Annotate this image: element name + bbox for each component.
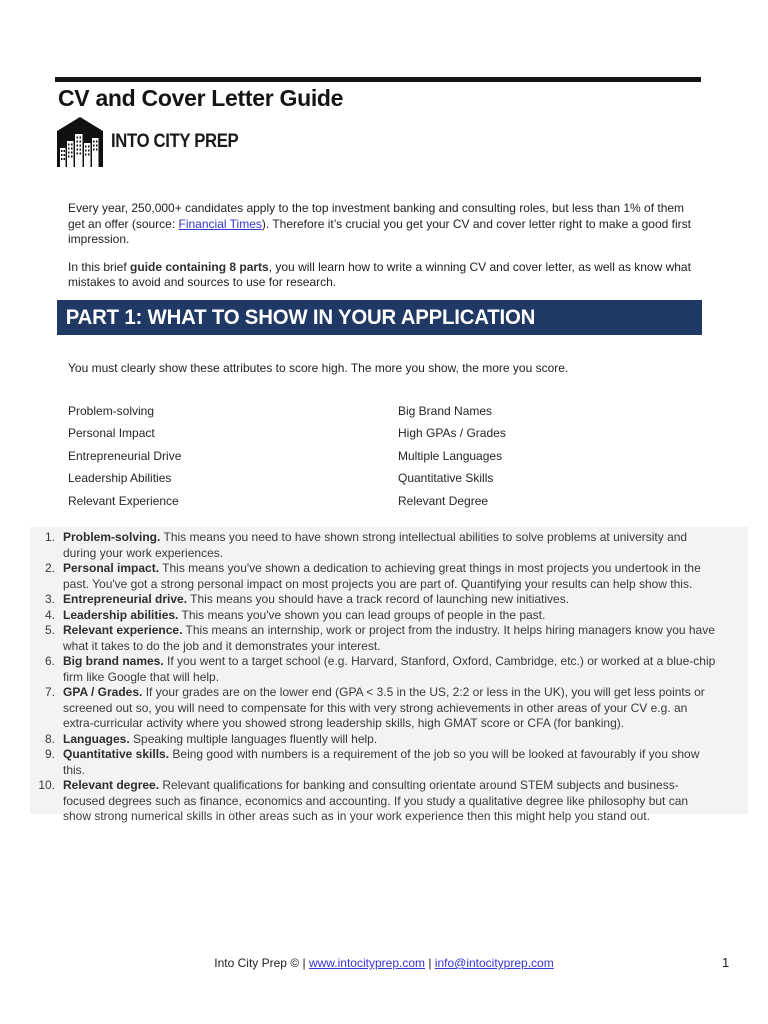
list-item bbox=[30, 732, 748, 748]
list-item-term: GPA / Grades. bbox=[63, 685, 143, 699]
list-item-term: Relevant degree. bbox=[63, 778, 160, 792]
attribute-item: Relevant Degree bbox=[398, 493, 489, 508]
list-item-number: 8. bbox=[44, 731, 55, 746]
attribute-item: Entrepreneurial Drive bbox=[68, 448, 182, 463]
list-item-term: Languages. bbox=[63, 731, 130, 746]
list-item bbox=[30, 592, 748, 608]
list-item-text: This means you should have a track record of launching new initiatives. bbox=[190, 592, 570, 606]
logo bbox=[57, 117, 256, 167]
page-number: 1 bbox=[722, 955, 730, 970]
intro-p2-bold: guide containing 8 parts bbox=[130, 259, 269, 274]
list-item-term: Entrepreneurial drive. bbox=[63, 592, 188, 606]
list-item bbox=[30, 654, 748, 685]
list-item-number: 9. bbox=[44, 747, 55, 761]
list-item-term: Problem-solving. bbox=[63, 530, 161, 544]
list-item bbox=[30, 530, 748, 561]
list-item-term: Leadership abilities. bbox=[63, 607, 179, 622]
footer-copyright: Into City Prep © | bbox=[214, 956, 309, 970]
intro-p1-text-after: ). Therefore it’s crucial you get your CV and cover letter right to make a good first impression. bbox=[68, 216, 691, 247]
list-item-number: 1. bbox=[44, 530, 55, 544]
part1-subtitle: You must clearly show these attributes to score high. The more you show, the more you score. bbox=[68, 361, 569, 375]
list-item-text: This means an internship, work or project from the industry. It helps hiring managers know you have what it takes to do the job and it demonstrates your interest. bbox=[63, 623, 715, 653]
attribute-item: High GPAs / Grades bbox=[398, 426, 506, 441]
list-item-text: This means you've shown a dedication to achieving great things in most projects you undertook in the past. You've got a strong personal impact on most projects you are part of. Quantifying your results can help show this. bbox=[63, 561, 701, 591]
list-item-text: This means you need to have shown strong intellectual abilities to solve problems at university and during your work experiences. bbox=[63, 530, 688, 560]
list-item-number: 7. bbox=[44, 685, 55, 699]
list-item-term: Quantitative skills. bbox=[63, 747, 170, 761]
list-item bbox=[30, 778, 748, 825]
city-buildings-icon bbox=[57, 117, 103, 167]
footer-email-link[interactable]: info@intocityprep.com bbox=[434, 956, 554, 970]
part1-heading-banner bbox=[57, 300, 702, 335]
part1-heading: PART 1: WHAT TO SHOW IN YOUR APPLICATION bbox=[65, 306, 536, 329]
list-item-text: This means you've shown you can lead groups of people in the past. bbox=[181, 607, 546, 622]
footer bbox=[0, 956, 768, 970]
intro-paragraph-2 bbox=[68, 260, 704, 291]
attribute-item: Multiple Languages bbox=[398, 448, 503, 463]
list-item bbox=[30, 561, 748, 592]
list-item bbox=[30, 608, 748, 624]
list-item-number: 5. bbox=[44, 623, 55, 637]
intro-p2-text-after: , you will learn how to write a winning CV and cover letter, as well as know what mistakes to avoid and sources to use for research. bbox=[68, 259, 691, 290]
list-item bbox=[30, 685, 748, 732]
logo-text: INTO CITY PREP bbox=[111, 131, 239, 152]
list-item-number: 3. bbox=[44, 592, 55, 606]
list-item bbox=[30, 747, 748, 778]
list-item-number: 2. bbox=[44, 561, 55, 575]
attribute-item: Problem-solving bbox=[68, 404, 155, 418]
list-item-text: Relevant qualifications for banking and consulting orientate around STEM subjects and business-focused degrees such as finance, economics and accounting. If you study a qualitative degree like philosophy but can show strong numerical skills in other areas such as in your work experience then this might help you stand out. bbox=[63, 778, 689, 823]
attribute-item: Personal Impact bbox=[68, 426, 155, 441]
attribute-item: Relevant Experience bbox=[68, 493, 179, 508]
intro-p1-text-before: Every year, 250,000+ candidates apply to the top investment banking and consulting roles, but less than 1% of them get an offer (source: bbox=[68, 201, 685, 231]
list-item-term: Big brand names. bbox=[63, 654, 164, 668]
intro-paragraphs bbox=[68, 201, 704, 303]
list-item-number: 4. bbox=[44, 607, 55, 622]
attribute-item: Leadership Abilities bbox=[68, 471, 172, 486]
title-rule bbox=[55, 77, 701, 82]
attribute-item: Big Brand Names bbox=[398, 404, 493, 418]
footer-website-link[interactable]: www.intocityprep.com bbox=[308, 956, 425, 970]
list-item bbox=[30, 623, 748, 654]
page-title: CV and Cover Letter Guide bbox=[58, 85, 344, 111]
numbered-list-panel bbox=[30, 527, 748, 823]
list-item-text: Speaking multiple languages fluently will help. bbox=[133, 731, 378, 746]
footer-separator: | bbox=[425, 956, 435, 970]
list-item-text: Being good with numbers is a requirement of the job so you will be looked at favourably if you show this. bbox=[63, 747, 700, 777]
intro-p2-text-before: In this brief bbox=[68, 259, 131, 274]
intro-paragraph-1 bbox=[68, 201, 704, 248]
list-item-text: If you went to a target school (e.g. Harvard, Stanford, Oxford, Cambridge, etc.) or worked at a blue-chip firm like Google that will help. bbox=[63, 654, 716, 684]
list-item-text: If your grades are on the lower end (GPA < 3.5 in the US, 2:2 or less in the UK), you will get less points or screened out so, you will need to compensate for this with very strong achievements in other areas of your CV e.g. an extra-curricular activity where you showed strong leadership skills, high GMAT score or CFA (for banking). bbox=[63, 685, 705, 730]
list-item-term: Relevant experience. bbox=[63, 623, 183, 637]
attribute-item: Quantitative Skills bbox=[398, 471, 494, 486]
list-item-number: 6. bbox=[44, 654, 55, 668]
attributes-list bbox=[68, 400, 708, 512]
list-item-term: Personal impact. bbox=[63, 561, 160, 575]
financial-times-link[interactable]: Financial Times bbox=[178, 216, 262, 231]
list-item-number: 10. bbox=[38, 778, 55, 792]
